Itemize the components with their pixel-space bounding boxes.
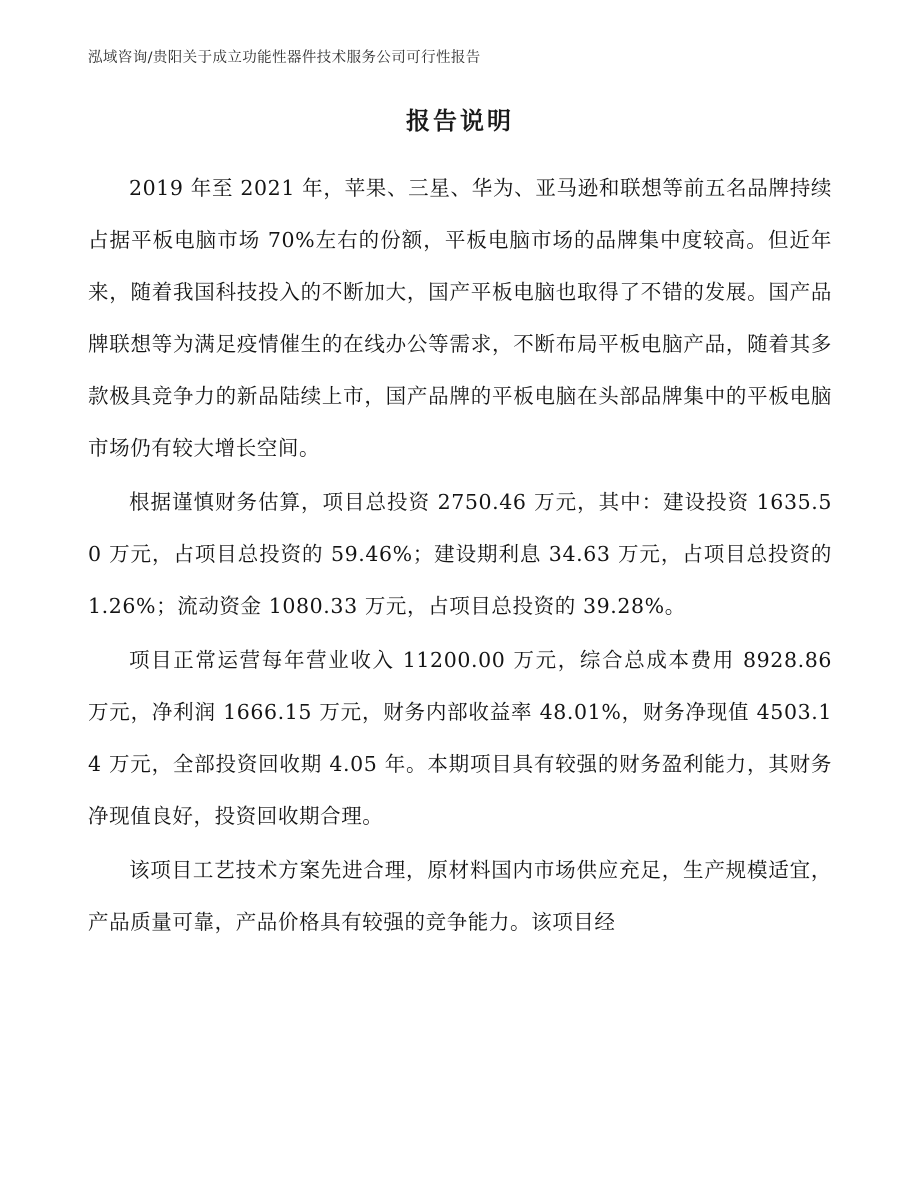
document-body xyxy=(88,104,832,950)
body-paragraph: 2019 年至 2021 年，苹果、三星、华为、亚马逊和联想等前五名品牌持续占据平板电脑市场 70%左右的份额，平板电脑市场的品牌集中度较高。但近年来，随着我国科技投入的不断加大，国产平板电脑也取得了不错的发展。国产品牌联想等为满足疫情催生的在线办公等需求，不断布局平板电脑产品，随着其多款极具竞争力的新品陆续上市，国产品牌的平板电脑在头部品牌集中的平板电脑市场仍有较大增长空间。 xyxy=(88,175,832,460)
running-header: 泓域咨询/贵阳关于成立功能性器件技术服务公司可行性报告 xyxy=(88,50,481,66)
body-paragraph: 根据谨慎财务估算，项目总投资 2750.46 万元，其中：建设投资 1635.50 万元，占项目总投资的 59.46%；建设期利息 34.63 万元，占项目总投资的 1.26%；流动资金 1080.33 万元，占项目总投资的 39.28%。 xyxy=(88,489,832,618)
body-paragraph: 项目正常运营每年营业收入 11200.00 万元，综合总成本费用 8928.86 万元，净利润 1666.15 万元，财务内部收益率 48.01%，财务净现值 4503.14 万元，全部投资回收期 4.05 年。本期项目具有较强的财务盈利能力，其财务净现值良好，投资回收期合理。 xyxy=(88,647,832,828)
body-paragraph: 该项目工艺技术方案先进合理，原材料国内市场供应充足，生产规模适宜，产品质量可靠，产品价格具有较强的竞争能力。该项目经 xyxy=(88,857,832,934)
page-title: 报告说明 xyxy=(406,106,514,135)
